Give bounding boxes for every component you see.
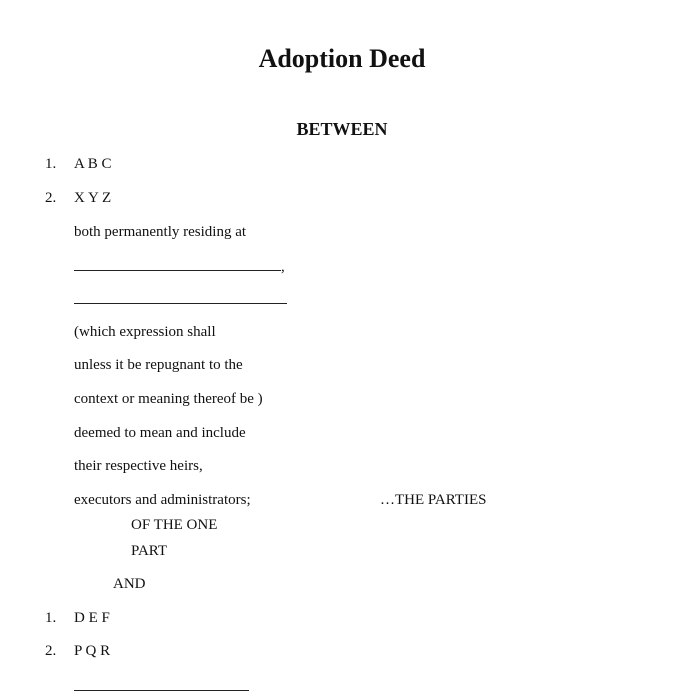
address-comma: , (281, 259, 285, 275)
clause-line: deemed to mean and include (74, 425, 246, 441)
address-blank-line (74, 690, 249, 691)
clause-line: context or meaning thereof be ) (74, 391, 263, 407)
one-part-label: PART (131, 543, 168, 559)
party-number: 2. (45, 643, 57, 659)
address-blank-line (74, 303, 287, 304)
party-name: D E F (74, 610, 110, 626)
between-heading: BETWEEN (296, 119, 388, 139)
parties-label: …THE PARTIES (380, 492, 487, 508)
party-number: 1. (45, 610, 57, 626)
party-name: A B C (74, 156, 112, 172)
party-name: P Q R (74, 643, 111, 659)
clause-line: their respective heirs, (74, 458, 203, 474)
clause-line: executors and administrators; (74, 492, 251, 508)
party-number: 2. (45, 190, 57, 206)
and-text: AND (113, 576, 146, 592)
residing-text: both permanently residing at (74, 224, 247, 240)
one-part-label: OF THE ONE (131, 517, 218, 533)
document-title: Adoption Deed (258, 44, 426, 73)
party-name: X Y Z (74, 190, 112, 206)
address-blank-line (74, 270, 281, 271)
clause-line: (which expression shall (74, 324, 216, 340)
clause-line: unless it be repugnant to the (74, 357, 243, 373)
party-number: 1. (45, 156, 57, 172)
